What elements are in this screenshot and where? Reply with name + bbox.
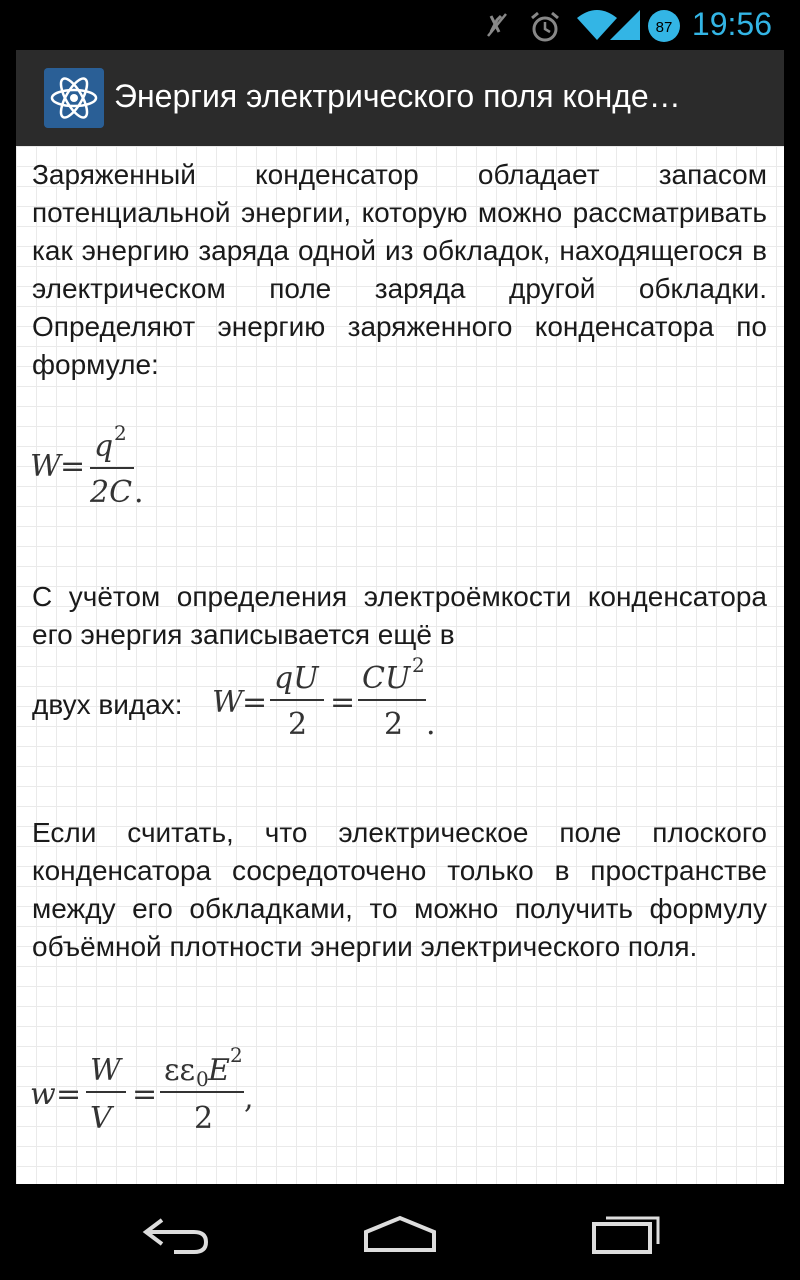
svg-text:.: .	[426, 707, 436, 742]
formula-3-num2-sub: 0	[196, 1067, 209, 1091]
status-time: 19:56	[691, 6, 772, 42]
paragraph-intro: Заряженный конденсатор обладает запасом потенциальной энергии, которую можно рассматривать как энергию заряда одной из обкладок, находящегося в электрическом поле заряда другой обкладки. Определяют энергию заряженного конденсатора по формуле:	[32, 159, 767, 380]
formula-2-lhs: W	[212, 685, 243, 720]
formula-2-num2: CU	[362, 661, 411, 696]
formula-energy-two-forms	[212, 654, 452, 744]
svg-text:=: =	[56, 1077, 82, 1112]
svg-text:.: .	[134, 475, 144, 510]
formula-3-num2-E: E	[208, 1053, 230, 1088]
paragraph-capacitance: С учётом определения электроёмкости конденсатора его энергия записывается ещё в	[32, 581, 767, 650]
formula-3-num1: W	[90, 1053, 121, 1088]
action-bar	[16, 50, 784, 146]
battery-level: 87	[655, 19, 673, 36]
article-content[interactable]	[16, 146, 784, 1184]
svg-text:=: =	[330, 685, 356, 720]
formula-3-den1: V	[90, 1101, 112, 1136]
formula-2-den2: 2	[384, 707, 404, 742]
battery-icon	[646, 8, 682, 44]
alarm-icon	[528, 10, 562, 44]
svg-text:,: ,	[244, 1081, 254, 1116]
mute-icon	[482, 10, 512, 40]
atom-icon[interactable]	[44, 68, 104, 128]
app-window	[16, 50, 784, 1184]
navigation-bar	[0, 1184, 800, 1280]
formula-3-lhs: w	[30, 1077, 56, 1112]
page-title: Энергия электрического поля конде…	[114, 78, 681, 114]
formula-1-num-exp: 2	[114, 421, 127, 445]
formula-3-num2-eps: εε	[164, 1053, 196, 1088]
svg-text:=: =	[132, 1077, 158, 1112]
formula-1-num: q	[94, 429, 114, 464]
formula-1-den: 2C	[90, 475, 133, 510]
formula-2-den1: 2	[288, 707, 308, 742]
formula-2-num2-exp: 2	[412, 654, 425, 677]
home-icon[interactable]	[360, 1210, 440, 1258]
svg-text:=: =	[60, 449, 86, 484]
status-bar	[0, 0, 800, 50]
signal-icon	[608, 8, 642, 42]
formula-2-num1: qU	[274, 661, 319, 696]
formula-3-den2: 2	[194, 1101, 214, 1136]
formula-1-lhs: W	[30, 449, 61, 484]
back-icon[interactable]	[140, 1210, 212, 1258]
formula-energy-charge	[30, 416, 170, 516]
formula-energy-density	[30, 1036, 290, 1146]
paragraph-capacitance-tail: двух видах:	[32, 689, 183, 720]
recent-apps-icon[interactable]	[588, 1210, 664, 1258]
formula-3-num2-exp: 2	[230, 1043, 243, 1067]
svg-text:=: =	[242, 685, 268, 720]
formula-two-forms-row	[32, 654, 767, 744]
paragraph-energy-density: Если считать, что электрическое поле плоского конденсатора сосредоточено только в пространстве между его обкладками, то можно получить формулу объёмной плотности энергии электрического поля.	[32, 817, 767, 962]
